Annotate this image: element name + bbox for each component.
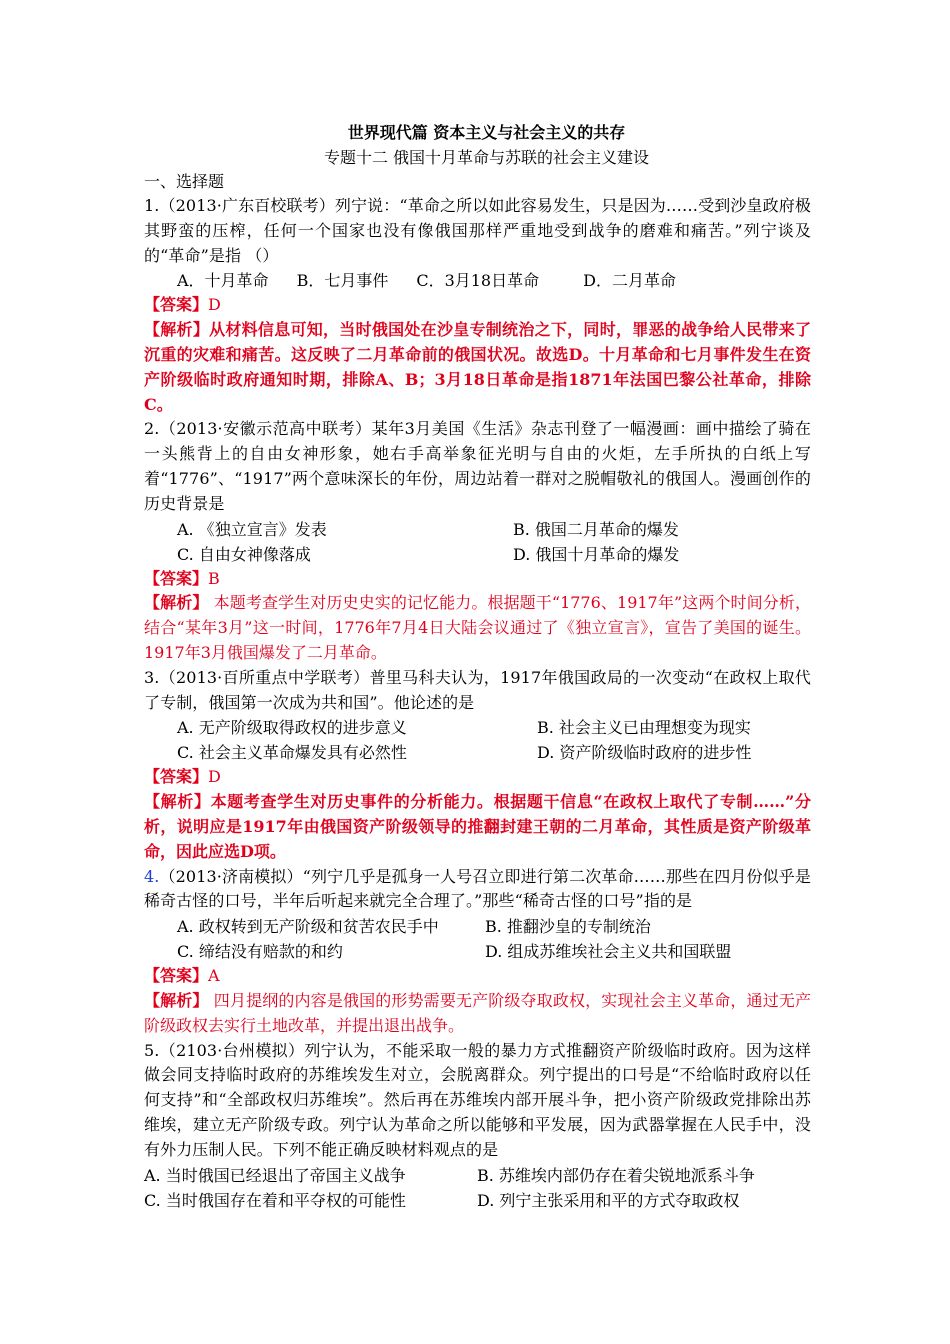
question-3-options: [144, 715, 811, 765]
question-2-answer: [144, 567, 811, 592]
option-c: C. 缔结没有赔款的和约: [177, 942, 343, 962]
question-1-options: [144, 268, 811, 293]
option-a: A. 当时俄国已经退出了帝国主义战争: [144, 1165, 406, 1185]
option-a: A．十月革命: [177, 271, 269, 291]
explanation-label: 【解析】: [144, 593, 209, 613]
question-text: （2013·安徽示范高中联考）某年3月美国《生活》杂志刊登了一幅漫画：画中描绘了骑在一头熊背上的自由女神形象，她右手高举象征光明与自由的火炬，左手所执的白纸上写着“1776”、“1917”两个意味深长的年份，周边站着一群对之脱帽敬礼的俄国人。漫画创作的历史背景是: [144, 419, 811, 513]
section-heading: 一、选择题: [144, 172, 225, 191]
question-1-explanation: [144, 318, 811, 417]
question-4-answer: [144, 964, 811, 989]
question-number: 3.: [144, 667, 160, 687]
answer-value: B: [208, 568, 220, 588]
question-text: （2013·广东百校联考）列宁说：“革命之所以如此容易发生，只是因为……受到沙皇政府极其野蛮的压榨，任何一个国家也没有像俄国那样严重地受到战争的磨难和痛苦。”列宁谈及的“革命”是指 （）: [144, 196, 811, 265]
explanation-label: 【解析】: [144, 792, 211, 812]
explanation-text: 从材料信息可知，当时俄国处在沙皇专制统治之下，同时，罪恶的战争给人民带来了沉重的灾难和痛苦。这反映了二月革命前的俄国状况。故选D。十月革命和七月事件发生在资产阶级临时政府通知时期，排除A、B；3月18日革命是指1871年法国巴黎公社革命，排除C。: [144, 320, 811, 414]
question-4-options: [144, 914, 811, 964]
answer-value: A: [208, 966, 220, 986]
option-d: D. 资产阶级临时政府的进步性: [537, 743, 752, 763]
question-4-explanation: [144, 989, 811, 1039]
option-d: D．二月革命: [583, 271, 676, 291]
option-c: C. 当时俄国存在着和平夺权的可能性: [144, 1190, 406, 1210]
question-1-answer: [144, 293, 811, 318]
page-title: 世界现代篇 资本主义与社会主义的共存: [347, 123, 626, 142]
option-a: A. 政权转到无产阶级和贫苦农民手中: [177, 917, 439, 937]
document-page: [144, 120, 811, 1213]
option-b: B. 推翻沙皇的专制统治: [485, 917, 651, 937]
question-number: 4.: [144, 866, 160, 886]
question-2-explanation: [144, 591, 811, 665]
question-number: 2.: [144, 419, 160, 439]
question-3-explanation: [144, 790, 811, 864]
explanation-label: 【解析】: [144, 320, 210, 340]
question-2-stem: [144, 417, 811, 516]
option-c: C. 自由女神像落成: [177, 544, 311, 564]
question-text: （2013·百所重点中学联考）普里马科夫认为，1917年俄国政局的一次变动“在政权上取代了专制，俄国第一次成为共和国”。他论述的是: [144, 667, 811, 712]
option-a: A. 《独立宣言》发表: [177, 519, 327, 539]
option-b: B. 社会主义已由理想变为现实: [537, 718, 751, 738]
answer-value: D: [208, 295, 221, 315]
option-d: D. 组成苏维埃社会主义共和国联盟: [485, 942, 732, 962]
question-3-stem: [144, 666, 811, 716]
answer-label: 【答案】: [144, 295, 209, 315]
option-c: C. 社会主义革命爆发具有必然性: [177, 743, 407, 763]
explanation-text: 本题考查学生对历史事件的分析能力。根据题干信息“在政权上取代了专制……”分析，说明应是1917年由俄国资产阶级领导的推翻封建王朝的二月革命，其性质是资产阶级革命，因此应选D项。: [144, 792, 811, 861]
answer-value: D: [208, 767, 221, 787]
explanation-text: 四月提纲的内容是俄国的形势需要无产阶级夺取政权，实现社会主义革命，通过无产阶级政权去实行土地改革，并提出退出战争。: [144, 990, 811, 1035]
question-text: （2013·济南模拟）“列宁几乎是孤身一人号召立即进行第二次革命……那些在四月份似乎是稀奇古怪的口号，半年后听起来就完全合理了。”那些“稀奇古怪的口号”指的是: [144, 866, 811, 911]
question-5-options: [144, 1163, 811, 1213]
explanation-text: 本题考查学生对历史史实的记忆能力。根据题干“1776、1917年”这两个时间分析，结合“某年3月”这一时间，1776年7月4日大陆会议通过了《独立宣言》，宣告了美国的诞生。1917年3月俄国爆发了二月革命。: [144, 593, 811, 662]
answer-label: 【答案】: [144, 568, 209, 588]
question-4-stem: [144, 865, 811, 915]
question-5-stem: [144, 1039, 811, 1163]
option-d: D. 俄国十月革命的爆发: [513, 544, 680, 564]
page-subtitle: 专题十二 俄国十月革命与苏联的社会主义建设: [323, 148, 650, 167]
question-number: 5.: [144, 1040, 160, 1060]
question-number: 1.: [144, 196, 160, 215]
answer-label: 【答案】: [144, 767, 209, 787]
option-b: B．七月事件: [296, 271, 389, 291]
question-text: （2103·台州模拟）列宁认为，不能采取一般的暴力方式推翻资产阶级临时政府。因为这样做会同支持临时政府的苏维埃发生对立，会脱离群众。列宁提出的口号是“不给临时政府以任何支持”和“全部政权归苏维埃”。然后再在苏维埃内部开展斗争，把小资产阶级政党排除出苏维埃，建立无产阶级专政。列宁认为革命之所以能够和平发展，因为武器掌握在人民手中，没有外力压制人民。下列不能正确反映材料观点的是: [144, 1040, 811, 1159]
question-2-options: [144, 517, 811, 567]
option-b: B. 俄国二月革命的爆发: [513, 519, 679, 539]
answer-label: 【答案】: [144, 966, 209, 986]
question-3-answer: [144, 765, 811, 790]
explanation-label: 【解析】: [144, 990, 209, 1010]
question-1-stem: [144, 194, 811, 268]
option-d: D. 列宁主张采用和平的方式夺取政权: [477, 1190, 740, 1210]
option-c: C．3月18日革命: [416, 271, 540, 291]
option-b: B. 苏维埃内部仍存在着尖锐地派系斗争: [477, 1165, 755, 1185]
option-a: A. 无产阶级取得政权的进步意义: [177, 718, 407, 738]
